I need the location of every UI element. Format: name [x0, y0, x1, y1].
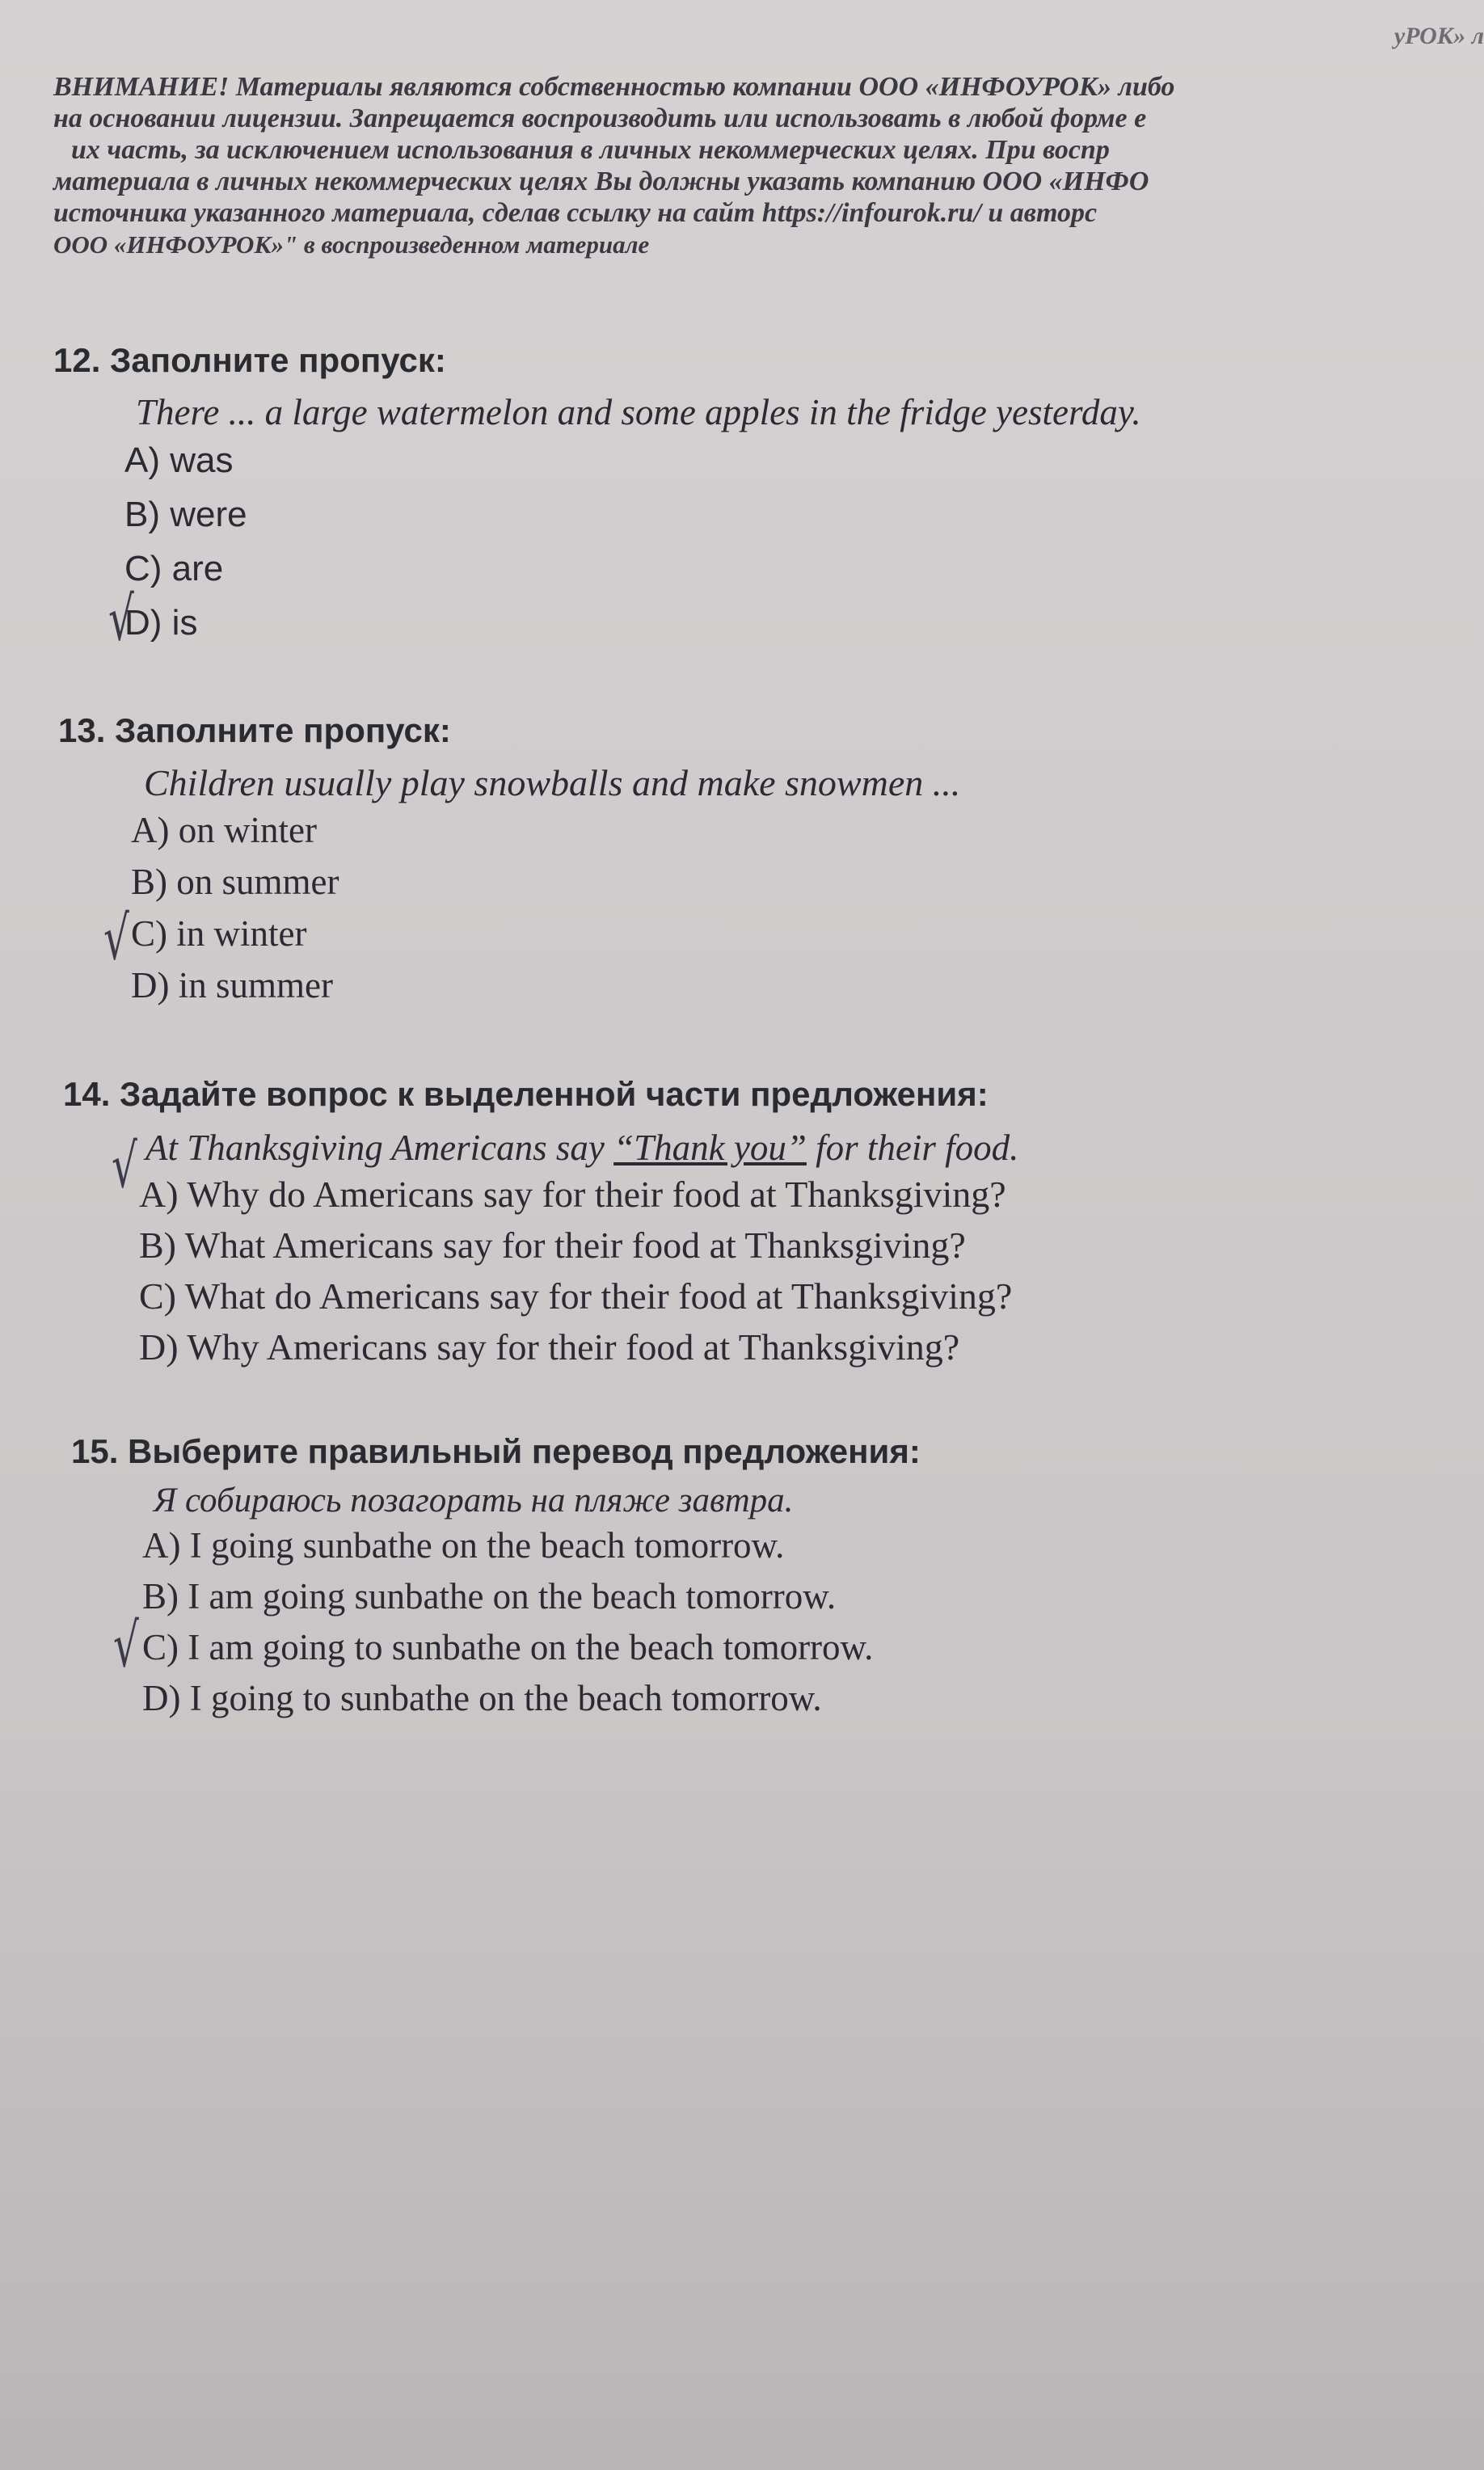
corner-header-text: уРОК» л — [1393, 23, 1484, 49]
option-c[interactable] — [103, 903, 1484, 974]
check-mark-icon: √ — [112, 1131, 137, 1202]
option-list — [113, 1520, 1484, 1724]
option-letter: B) — [124, 495, 160, 534]
notice-line: их часть, за исключением использования в личных некоммерческих целях. При воспр — [71, 135, 1110, 165]
option-b[interactable] — [142, 1571, 1484, 1622]
option-letter: A) — [139, 1174, 179, 1215]
option-text: on winter — [178, 810, 317, 850]
option-b[interactable] — [139, 1220, 1484, 1271]
option-text: I am going sunbathe on the beach tomorrow. — [188, 1576, 837, 1616]
option-c[interactable] — [139, 1271, 1484, 1321]
option-text: What Americans say for their food at Thanksgiving? — [184, 1224, 966, 1266]
option-letter: C) — [131, 913, 167, 954]
highlighted-phrase: “Thank you” — [613, 1128, 807, 1168]
option-text: are — [171, 549, 224, 588]
question-13 — [58, 711, 1484, 1011]
notice-line: ВНИМАНИЕ! Материалы являются собственностью компании ООО «ИНФОУРОК» либо — [53, 72, 1175, 102]
option-text: in summer — [178, 965, 333, 1005]
question-14 — [63, 1075, 1484, 1372]
option-text: I am going to sunbathe on the beach tomorrow. — [188, 1627, 874, 1667]
prompt-text: At Thanksgiving Americans say — [145, 1128, 614, 1168]
option-list — [103, 804, 1484, 1011]
question-title: 13. Заполните пропуск: — [58, 711, 451, 749]
check-mark-icon: √ — [103, 903, 129, 974]
option-letter: A) — [131, 810, 170, 850]
option-text: What do Americans say for their food at Thanksgiving? — [184, 1275, 1013, 1317]
option-a[interactable] — [124, 433, 1484, 487]
option-letter: C) — [124, 549, 162, 588]
notice-line: на основании лицензии. Запрещается воспроизводить или использовать в любой форме е — [53, 103, 1147, 133]
option-letter: B) — [139, 1224, 176, 1266]
check-mark-icon: √ — [108, 584, 134, 655]
option-letter: B) — [142, 1576, 179, 1616]
notice-line: ООО «ИНФОУРОК»" в воспроизведенном материале — [53, 230, 650, 259]
question-title: 15. Выберите правильный перевод предложения: — [71, 1432, 921, 1470]
option-text: I going sunbathe on the beach tomorrow. — [189, 1525, 785, 1566]
option-letter: D) — [142, 1678, 181, 1718]
paper-shadow — [0, 1743, 1484, 2470]
option-a[interactable] — [142, 1520, 1484, 1571]
question-prompt: There ... a large watermelon and some apples in the fridge yesterday. — [136, 392, 1141, 432]
option-letter: D) — [124, 603, 162, 643]
option-letter: C) — [142, 1627, 179, 1667]
option-text: is — [171, 603, 198, 643]
prompt-text: for their food. — [806, 1128, 1019, 1168]
option-text: on summer — [176, 862, 339, 902]
question-12 — [53, 341, 1484, 655]
option-b[interactable] — [131, 856, 1484, 908]
option-b[interactable] — [124, 487, 1484, 542]
option-letter: A) — [142, 1525, 181, 1566]
question-title: 14. Задайте вопрос к выделенной части предложения: — [63, 1075, 989, 1113]
notice-line: материала в личных некоммерческих целях Вы должны указать компанию ООО «ИНФО — [53, 166, 1149, 196]
option-text: was — [170, 440, 234, 480]
copyright-notice — [53, 71, 1484, 260]
option-text: in winter — [176, 913, 307, 954]
option-text: I going to sunbathe on the beach tomorrow. — [189, 1678, 822, 1718]
option-text: Why Americans say for their food at Thanksgiving? — [187, 1326, 960, 1368]
question-prompt: Children usually play snowballs and make snowmen ... — [144, 762, 961, 803]
option-d[interactable] — [131, 959, 1484, 1011]
option-letter: C) — [139, 1275, 176, 1317]
option-text: were — [170, 495, 247, 534]
option-letter: A) — [124, 440, 160, 480]
question-prompt: Я собираюсь позагорать на пляже завтра. — [154, 1482, 794, 1520]
option-letter: B) — [131, 862, 167, 902]
option-c[interactable] — [124, 542, 1484, 596]
option-letter: D) — [131, 965, 170, 1005]
option-letter: D) — [139, 1326, 179, 1368]
question-title: 12. Заполните пропуск: — [53, 341, 446, 379]
option-list — [108, 433, 1484, 655]
question-prompt — [145, 1127, 1484, 1169]
option-a[interactable] — [131, 804, 1484, 856]
option-c[interactable] — [113, 1610, 1484, 1681]
option-d[interactable] — [139, 1321, 1484, 1372]
notice-line: источника указанного материала, сделав ссылку на сайт https://infourok.ru/ и авторс — [53, 198, 1098, 228]
question-15 — [71, 1432, 1484, 1724]
check-mark-icon: √ — [113, 1610, 139, 1681]
option-d[interactable] — [108, 584, 1484, 655]
option-d[interactable] — [142, 1673, 1484, 1724]
option-text: Why do Americans say for their food at Thanksgiving? — [187, 1174, 1006, 1215]
